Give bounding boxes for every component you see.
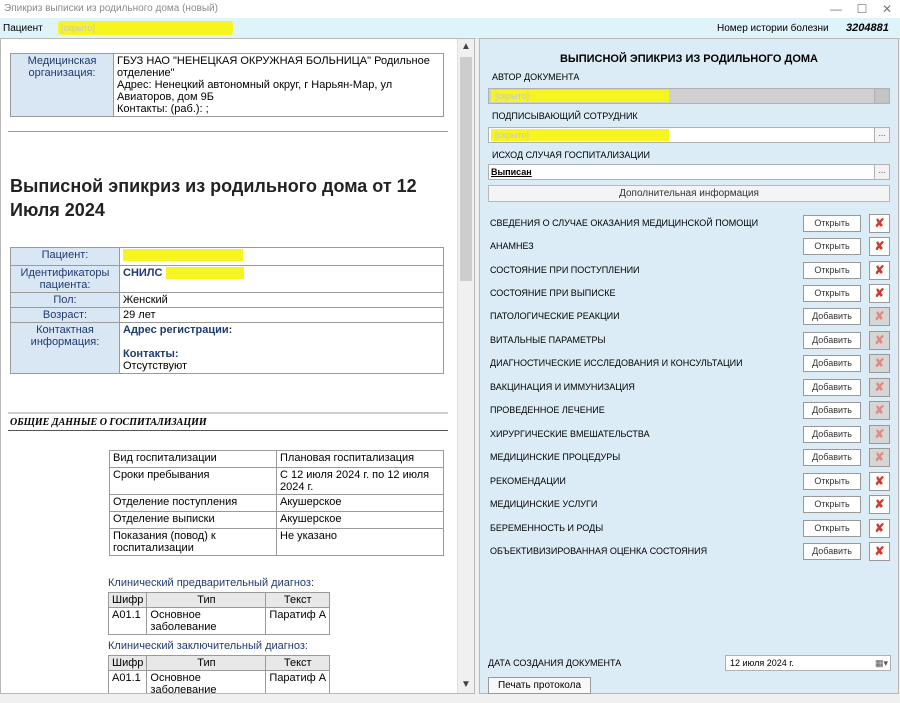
section-row	[490, 495, 894, 515]
delete-icon[interactable]: ✘	[869, 284, 890, 303]
section-action-button[interactable]: Добавить	[803, 332, 861, 349]
diag-header-code: Шифр	[109, 593, 147, 608]
delete-icon[interactable]: ✘	[869, 261, 890, 280]
table-row	[109, 671, 330, 695]
window-title: Эпикриз выписки из родильного дома (новый)	[4, 3, 218, 14]
outcome-label: ИСХОД СЛУЧАЯ ГОСПИТАЛИЗАЦИИ	[492, 150, 651, 160]
section-row	[490, 261, 894, 281]
history-number-label: Номер истории болезни	[717, 23, 829, 34]
org-contacts: Контакты: (раб.): ;	[117, 103, 209, 115]
table-row	[110, 468, 444, 495]
address-label: Адрес регистрации:	[123, 324, 233, 336]
delete-icon[interactable]: ✘	[869, 214, 890, 233]
author-label: АВТОР ДОКУМЕНТА	[492, 72, 580, 82]
section-label: СОСТОЯНИЕ ПРИ ПОСТУПЛЕНИИ	[490, 265, 640, 275]
patient-bar	[0, 18, 900, 39]
org-value	[114, 54, 444, 117]
delete-icon: ✘	[869, 354, 890, 373]
history-number-value: 3204881	[846, 22, 889, 34]
diag-pre-table	[108, 592, 330, 635]
section-label: МЕДИЦИНСКИЕ УСЛУГИ	[490, 499, 598, 509]
date-label: ДАТА СОЗДАНИЯ ДОКУМЕНТА	[488, 658, 622, 668]
section-action-button[interactable]: Добавить	[803, 426, 861, 443]
contacts-label: Контакты:	[123, 348, 179, 360]
diag-pre-label: Клинический предварительный диагноз:	[108, 577, 315, 589]
section-label: ХИРУРГИЧЕСКИЕ ВМЕШАТЕЛЬСТВА	[490, 429, 650, 439]
author-value-redacted: [скрыто]	[491, 90, 669, 102]
panel-title: ВЫПИСНОЙ ЭПИКРИЗ ИЗ РОДИЛЬНОГО ДОМА	[559, 53, 818, 65]
date-picker[interactable]	[725, 655, 891, 671]
delete-icon[interactable]: ✘	[869, 542, 890, 561]
ids-key: Идентификаторы пациента:	[11, 266, 120, 293]
patient-value	[120, 248, 444, 266]
signer-value-redacted: [скрыто]	[491, 129, 669, 141]
diag-header-code: Шифр	[109, 656, 147, 671]
section-label: БЕРЕМЕННОСТЬ И РОДЫ	[490, 523, 604, 533]
additional-info-button[interactable]: Дополнительная информация	[488, 185, 890, 202]
patient-label: Пациент	[3, 23, 43, 34]
diag-text: Паратиф А	[266, 608, 330, 635]
spacer	[123, 336, 440, 348]
section-row	[490, 307, 894, 327]
patient-key: Пациент:	[11, 248, 120, 266]
diag-header-text: Текст	[266, 656, 330, 671]
divider	[8, 131, 448, 132]
delete-icon[interactable]: ✘	[869, 237, 890, 256]
section-action-button[interactable]: Открыть	[803, 262, 861, 279]
scroll-up-icon[interactable]: ▲	[461, 41, 471, 52]
age-key: Возраст:	[11, 308, 120, 323]
minimize-button[interactable]: —	[830, 2, 842, 16]
hosp-value: Не указано	[277, 529, 444, 556]
document-preview[interactable]	[0, 38, 475, 694]
section-row	[490, 519, 894, 539]
section-label: СОСТОЯНИЕ ПРИ ВЫПИСКЕ	[490, 288, 616, 298]
hospitalization-section-title: ОБЩИЕ ДАННЫЕ О ГОСПИТАЛИЗАЦИИ	[10, 417, 207, 428]
delete-icon: ✘	[869, 307, 890, 326]
section-action-button[interactable]: Добавить	[803, 355, 861, 372]
org-name: ГБУЗ НАО "НЕНЕЦКАЯ ОКРУЖНАЯ БОЛЬНИЦА" Родильное отделение"	[117, 55, 430, 79]
diag-final-label: Клинический заключительный диагноз:	[108, 640, 308, 652]
table-row	[109, 608, 330, 635]
section-row	[490, 542, 894, 562]
diag-header-type: Тип	[147, 593, 266, 608]
author-select-button	[874, 89, 889, 103]
patient-name-redacted: [скрыто]	[58, 21, 233, 35]
section-label: ВАКЦИНАЦИЯ И ИММУНИЗАЦИЯ	[490, 382, 635, 392]
section-row	[490, 378, 894, 398]
outcome-value: Выписан	[491, 167, 532, 177]
section-action-button[interactable]: Добавить	[803, 308, 861, 325]
section-row	[490, 237, 894, 257]
print-protocol-button[interactable]: Печать протокола	[488, 677, 591, 694]
delete-icon: ✘	[869, 425, 890, 444]
delete-icon: ✘	[869, 378, 890, 397]
table-row	[110, 512, 444, 529]
diag-type: Основное заболевание	[147, 671, 266, 695]
hosp-value: Акушерское	[277, 495, 444, 512]
contact-value	[120, 323, 444, 374]
hosp-key: Сроки пребывания	[110, 468, 277, 495]
diag-final-table	[108, 655, 330, 694]
section-action-button[interactable]: Открыть	[803, 215, 861, 232]
hosp-key: Отделение поступления	[110, 495, 277, 512]
calendar-dropdown-icon[interactable]: ▦▾	[874, 658, 888, 668]
section-label: МЕДИЦИНСКИЕ ПРОЦЕДУРЫ	[490, 452, 621, 462]
date-value: 12 июля 2024 г.	[730, 658, 794, 668]
signer-field[interactable]	[488, 127, 890, 143]
window-titlebar	[0, 0, 900, 18]
contact-key: Контактная информация:	[11, 323, 120, 374]
signer-label: ПОДПИСЫВАЮЩИЙ СОТРУДНИК	[492, 111, 638, 121]
contacts-value: Отсутствуют	[123, 360, 188, 372]
section-action-button[interactable]: Открыть	[803, 520, 861, 537]
age-value: 29 лет	[120, 308, 444, 323]
vertical-scrollbar[interactable]	[457, 39, 474, 693]
section-bottom-line	[8, 430, 448, 431]
hosp-key: Вид госпитализации	[110, 451, 277, 468]
section-row	[490, 214, 894, 234]
snils-redacted	[166, 267, 244, 279]
delete-icon: ✘	[869, 331, 890, 350]
section-action-button[interactable]: Добавить	[803, 379, 861, 396]
org-address: Адрес: Ненецкий автономный округ, г Нарьян-Мар, ул Авиаторов, дом 9Б	[117, 79, 393, 103]
signer-select-button[interactable]: ...	[874, 128, 889, 142]
delete-icon: ✘	[869, 401, 890, 420]
section-row	[490, 425, 894, 445]
hosp-value: Акушерское	[277, 512, 444, 529]
ids-value	[120, 266, 444, 293]
table-row	[110, 451, 444, 468]
section-action-button[interactable]: Добавить	[803, 402, 861, 419]
section-action-button[interactable]: Открыть	[803, 285, 861, 302]
org-key: Медицинская организация:	[11, 54, 114, 117]
section-label: ПАТОЛОГИЧЕСКИЕ РЕАКЦИИ	[490, 311, 620, 321]
hospitalization-table	[109, 450, 444, 556]
section-label: ОБЪЕКТИВИЗИРОВАННАЯ ОЦЕНКА СОСТОЯНИЯ	[490, 546, 708, 556]
section-row	[490, 401, 894, 421]
outcome-select-button[interactable]: ...	[874, 165, 889, 179]
diag-text: Паратиф А	[266, 671, 330, 695]
delete-icon: ✘	[869, 448, 890, 467]
hosp-key: Показания (повод) к госпитализации	[110, 529, 277, 556]
sex-key: Пол:	[11, 293, 120, 308]
outcome-field[interactable]	[488, 164, 890, 180]
diag-type: Основное заболевание	[147, 608, 266, 635]
section-row	[490, 354, 894, 374]
section-top-line	[8, 412, 448, 414]
editor-panel	[479, 38, 899, 694]
scroll-down-icon[interactable]: ▼	[461, 679, 471, 690]
diag-header-type: Тип	[147, 656, 266, 671]
hosp-key: Отделение выписки	[110, 512, 277, 529]
section-row	[490, 472, 894, 492]
section-label: ВИТАЛЬНЫЕ ПАРАМЕТРЫ	[490, 335, 606, 345]
delete-icon[interactable]: ✘	[869, 519, 890, 538]
maximize-button[interactable]: ☐	[856, 2, 868, 16]
section-action-button[interactable]: Добавить	[803, 449, 861, 466]
diag-code: A01.1	[109, 671, 147, 695]
patient-value-redacted	[123, 249, 243, 261]
hosp-value: Плановая госпитализация	[277, 451, 444, 468]
section-action-button[interactable]: Добавить	[803, 543, 861, 560]
close-button[interactable]: ✕	[881, 2, 893, 16]
section-label: РЕКОМЕНДАЦИИ	[490, 476, 566, 486]
organization-table	[10, 53, 444, 117]
section-label: СВЕДЕНИЯ О СЛУЧАЕ ОКАЗАНИЯ МЕДИЦИНСКОЙ ПОМОЩИ	[490, 218, 759, 228]
document-title: Выписной эпикриз из родильного дома от 12 Июля 2024	[10, 176, 417, 220]
section-action-button[interactable]: Открыть	[803, 496, 861, 513]
section-label: АНАМНЕЗ	[490, 241, 534, 251]
delete-icon[interactable]: ✘	[869, 472, 890, 491]
delete-icon[interactable]: ✘	[869, 495, 890, 514]
snils-label: СНИЛС	[123, 267, 163, 279]
table-row	[110, 495, 444, 512]
table-row	[110, 529, 444, 556]
author-field	[488, 88, 890, 104]
section-action-button[interactable]: Открыть	[803, 473, 861, 490]
diag-header-text: Текст	[266, 593, 330, 608]
patient-table	[10, 247, 444, 374]
section-label: ДИАГНОСТИЧЕСКИЕ ИССЛЕДОВАНИЯ И КОНСУЛЬТАЦИИ	[490, 358, 743, 368]
section-action-button[interactable]: Открыть	[803, 238, 861, 255]
scrollbar-thumb[interactable]	[460, 57, 472, 281]
section-label: ПРОВЕДЕННОЕ ЛЕЧЕНИЕ	[490, 405, 605, 415]
sex-value: Женский	[120, 293, 444, 308]
diag-code: A01.1	[109, 608, 147, 635]
section-row	[490, 331, 894, 351]
section-row	[490, 448, 894, 468]
hosp-value: С 12 июля 2024 г. по 12 июля 2024 г.	[277, 468, 444, 495]
section-row	[490, 284, 894, 304]
